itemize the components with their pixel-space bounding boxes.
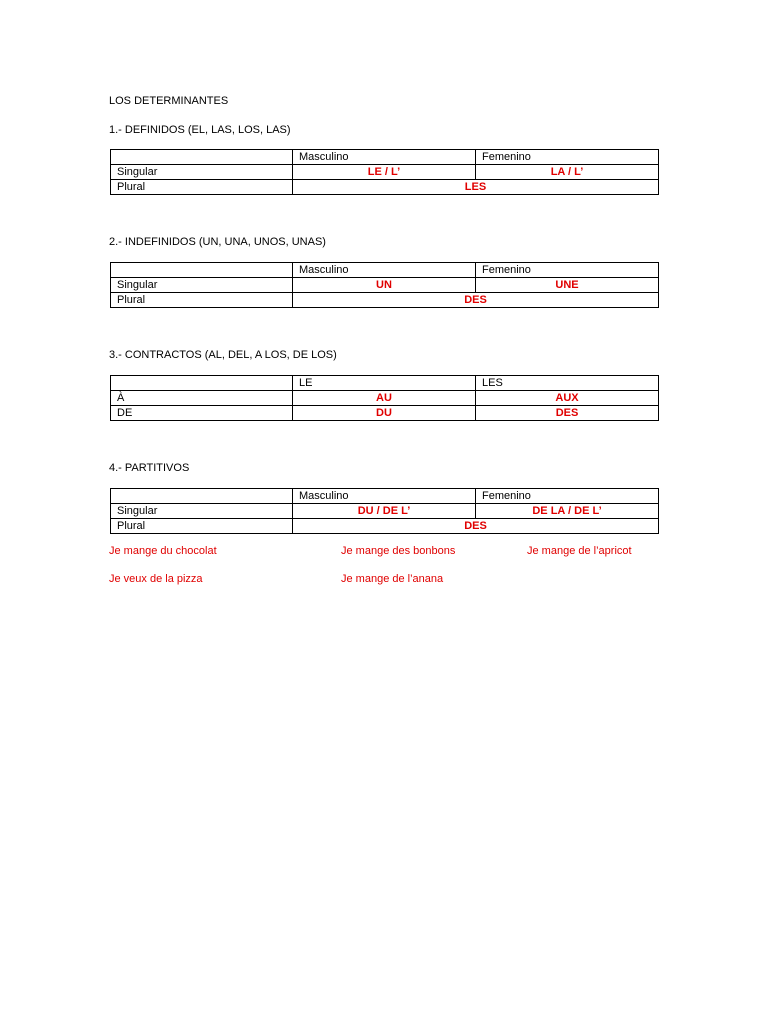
header-cell-empty xyxy=(111,489,293,504)
table-indefinidos xyxy=(110,262,659,308)
header-cell-femenino: Femenino xyxy=(476,489,659,504)
header-cell-femenino: Femenino xyxy=(476,263,659,278)
cell-plural-merged: DES xyxy=(293,293,659,308)
section-heading-indefinidos: 2.- INDEFINIDOS (UN, UNA, UNOS, UNAS) xyxy=(109,236,326,248)
header-cell-empty xyxy=(111,263,293,278)
table-row-a xyxy=(111,391,659,406)
row-label-a: À xyxy=(111,391,293,406)
row-label-singular: Singular xyxy=(111,278,293,293)
document-title: LOS DETERMINANTES xyxy=(109,95,229,107)
table-row-singular xyxy=(111,504,659,519)
cell-masculino-singular: DU / DE L’ xyxy=(293,504,476,519)
table-partitivos xyxy=(110,488,659,534)
example-sentence: Je mange de l’apricot xyxy=(527,545,632,557)
header-cell-empty xyxy=(111,150,293,165)
example-sentence: Je mange du chocolat xyxy=(109,545,217,557)
cell-le-a: AU xyxy=(293,391,476,406)
row-label-de: DE xyxy=(111,406,293,421)
table-row-plural xyxy=(111,519,659,534)
section-heading-contractos: 3.- CONTRACTOS (AL, DEL, A LOS, DE LOS) xyxy=(109,349,337,361)
table-header-row xyxy=(111,376,659,391)
cell-les-de: DES xyxy=(476,406,659,421)
cell-femenino-singular: UNE xyxy=(476,278,659,293)
example-sentence: Je mange des bonbons xyxy=(341,545,456,557)
cell-les-a: AUX xyxy=(476,391,659,406)
header-cell-le: LE xyxy=(293,376,476,391)
table-definidos xyxy=(110,149,659,195)
row-label-singular: Singular xyxy=(111,165,293,180)
table-row-plural xyxy=(111,293,659,308)
header-cell-empty xyxy=(111,376,293,391)
table-header-row xyxy=(111,489,659,504)
table-row-singular xyxy=(111,165,659,180)
row-label-singular: Singular xyxy=(111,504,293,519)
cell-plural-merged: DES xyxy=(293,519,659,534)
section-heading-definidos: 1.- DEFINIDOS (EL, LAS, LOS, LAS) xyxy=(109,124,291,136)
table-contractos xyxy=(110,375,659,421)
table-header-row xyxy=(111,150,659,165)
cell-le-de: DU xyxy=(293,406,476,421)
cell-femenino-singular: DE LA / DE L’ xyxy=(476,504,659,519)
row-label-plural: Plural xyxy=(111,519,293,534)
row-label-plural: Plural xyxy=(111,180,293,195)
cell-masculino-singular: UN xyxy=(293,278,476,293)
table-row-de xyxy=(111,406,659,421)
table-header-row xyxy=(111,263,659,278)
example-sentence: Je veux de la pizza xyxy=(109,573,203,585)
example-sentence: Je mange de l’anana xyxy=(341,573,444,585)
cell-plural-merged: LES xyxy=(293,180,659,195)
header-cell-masculino: Masculino xyxy=(293,263,476,278)
header-cell-femenino: Femenino xyxy=(476,150,659,165)
row-label-plural: Plural xyxy=(111,293,293,308)
cell-masculino-singular: LE / L’ xyxy=(293,165,476,180)
header-cell-masculino: Masculino xyxy=(293,150,476,165)
cell-femenino-singular: LA / L’ xyxy=(476,165,659,180)
header-cell-masculino: Masculino xyxy=(293,489,476,504)
section-heading-partitivos: 4.- PARTITIVOS xyxy=(109,462,190,474)
table-row-singular xyxy=(111,278,659,293)
table-row-plural xyxy=(111,180,659,195)
header-cell-les: LES xyxy=(476,376,659,391)
